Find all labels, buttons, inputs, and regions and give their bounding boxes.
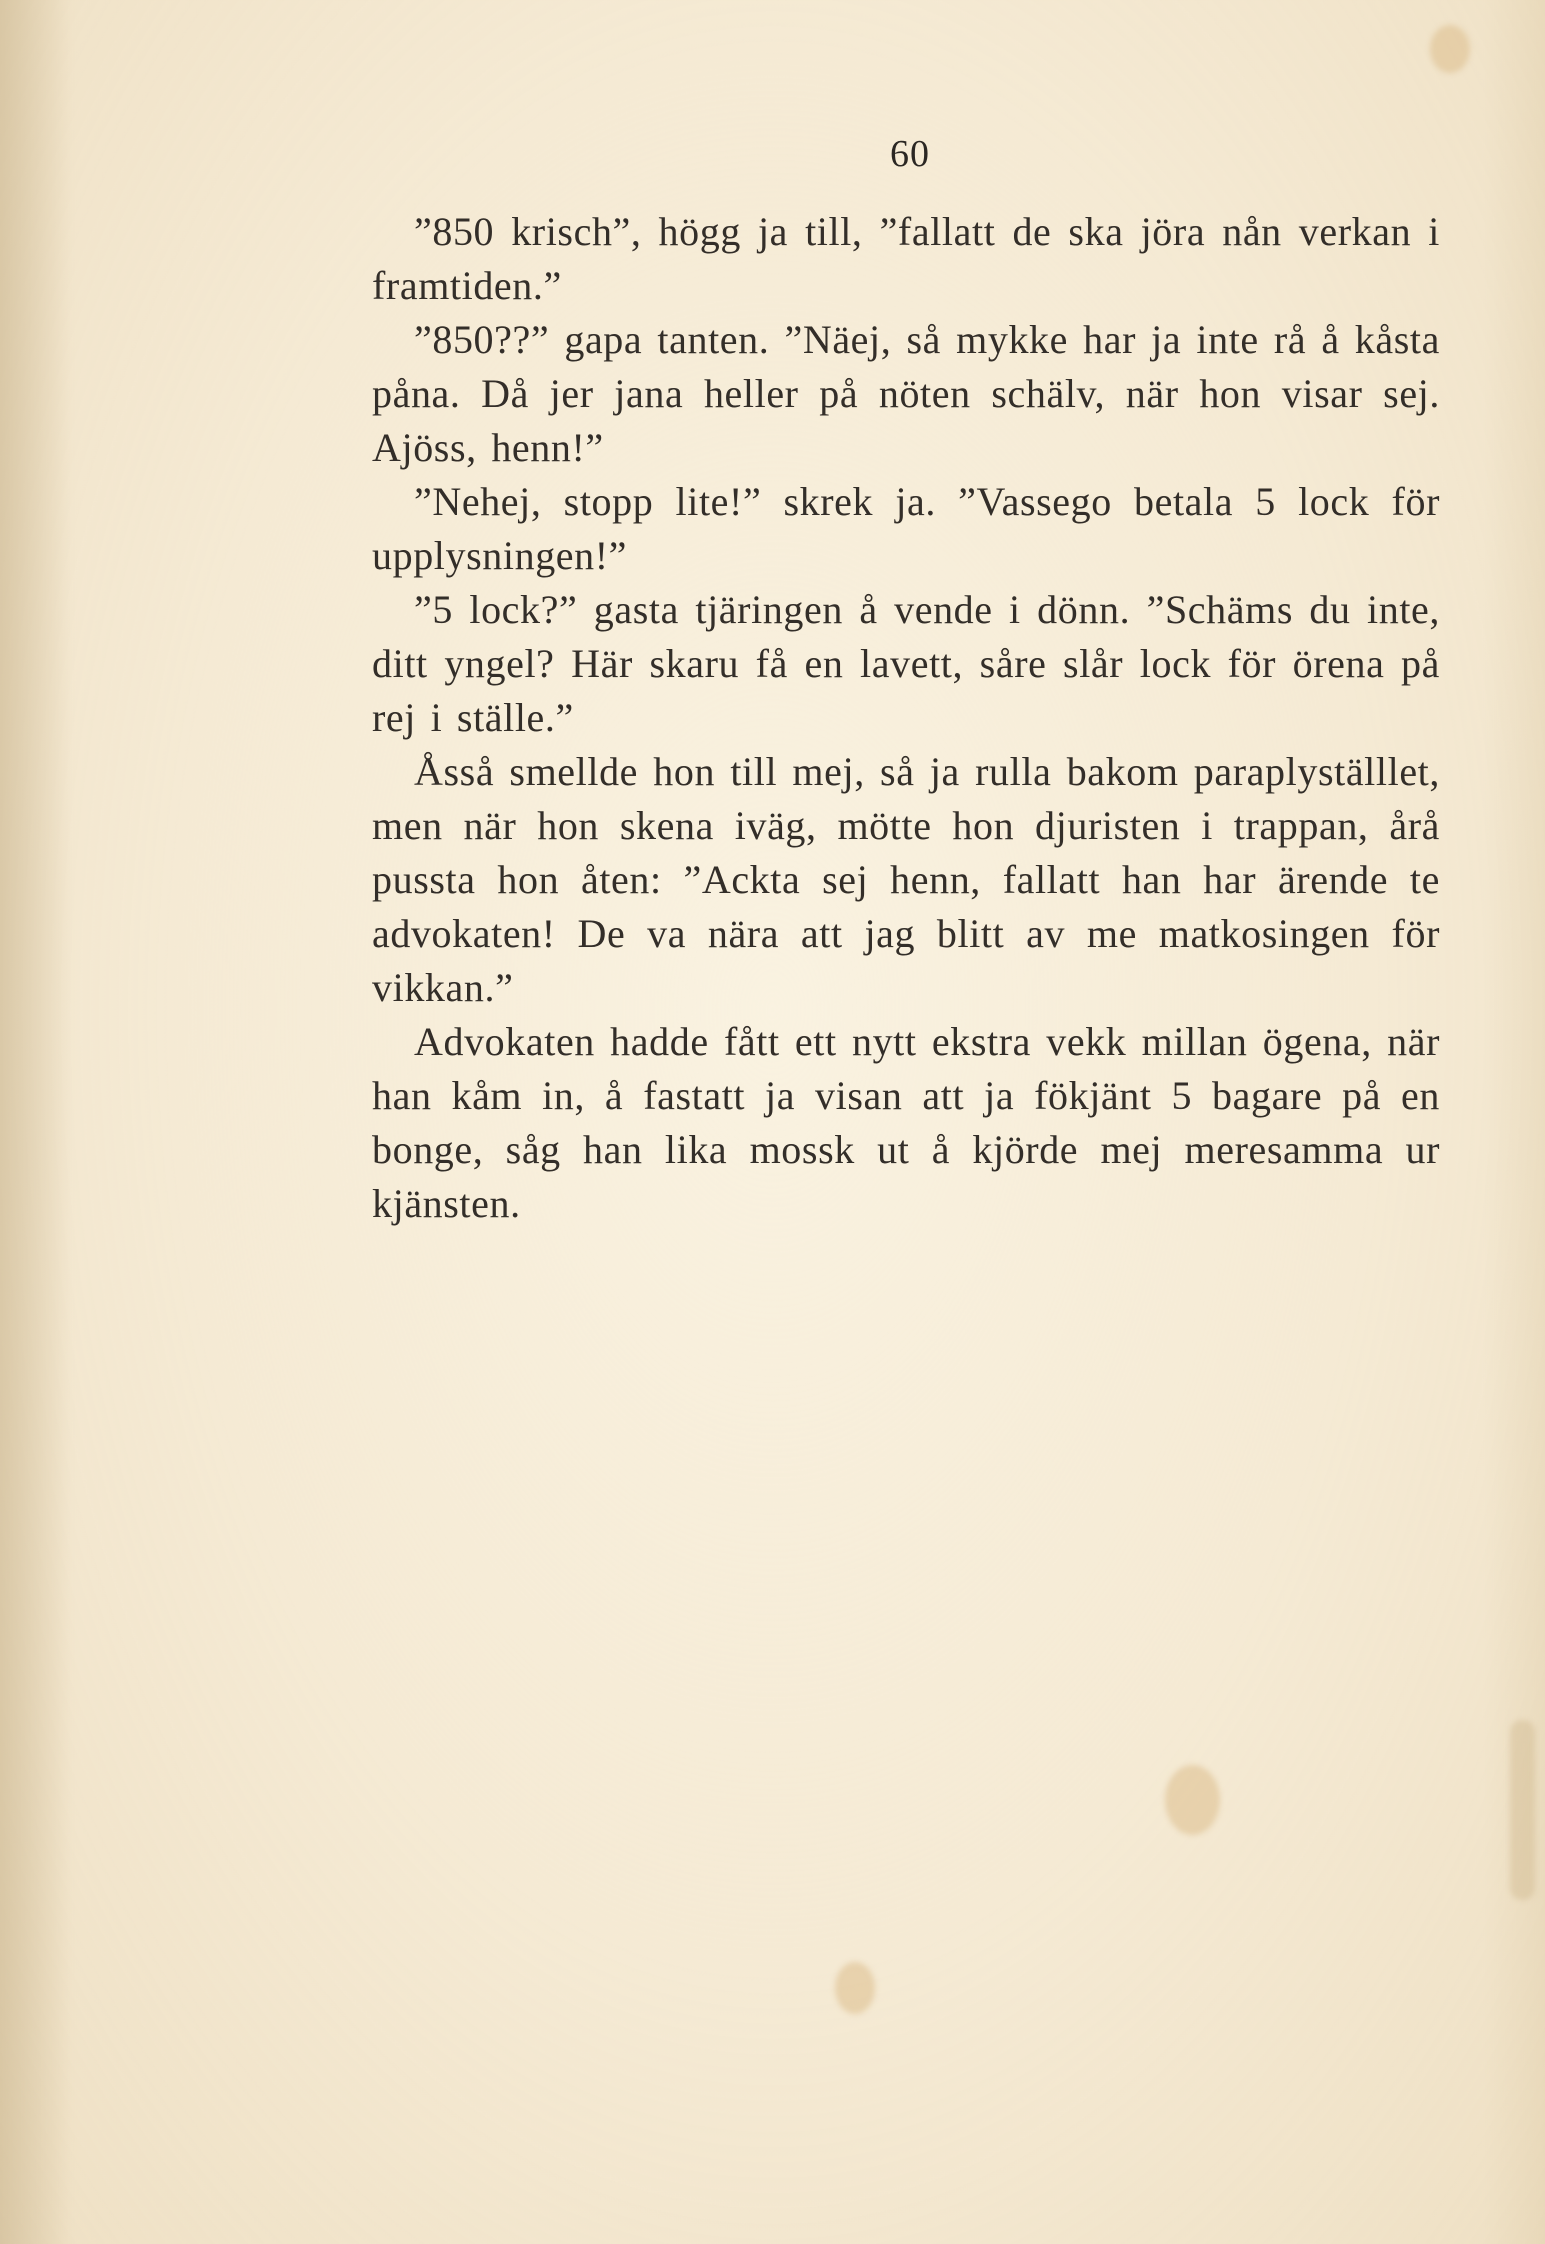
page-edge-shadow	[0, 0, 70, 2244]
paragraph: Åsså smellde hon till mej, så ja rulla bakom paraplyställlet, men när hon skena iväg, mötte hon djuristen i trappan, årå pussta hon åten: ”Ackta sej henn, fallatt han har ärende te advokaten! De va nära att jag blitt av me matkosingen för vikkan.”	[372, 749, 1440, 1010]
paragraph: ”850 krisch”, högg ja till, ”fallatt de ska jöra nån verkan i framtiden.”	[372, 209, 1440, 308]
paper-stain	[1510, 1720, 1535, 1900]
paragraph: Advokaten hadde fått ett nytt ekstra vekk millan ögena, när han kåm in, å fastatt ja visan att ja fökjänt 5 bagare på en bonge, såg han lika mossk ut å kjörde mej meresamma ur kjänsten.	[372, 1019, 1440, 1226]
page-number: 60	[890, 133, 930, 175]
paragraph: ”Nehej, stopp lite!” skrek ja. ”Vassego betala 5 lock för upplysningen!”	[372, 479, 1440, 578]
paper-stain	[1165, 1765, 1220, 1835]
paper-stain	[1430, 25, 1470, 73]
body-text	[372, 205, 1440, 1231]
paragraph: ”850??” gapa tanten. ”Näej, så mykke har ja inte rå å kåsta påna. Då jer jana heller på nöten schälv, när hon visar sej. Ajöss, henn!”	[372, 317, 1440, 470]
paragraph: ”5 lock?” gasta tjäringen å vende i dönn. ”Schäms du inte, ditt yngel? Här skaru få en lavett, såre slår lock för örena på rej i ställe.”	[372, 587, 1440, 740]
paper-stain	[835, 1962, 875, 2014]
